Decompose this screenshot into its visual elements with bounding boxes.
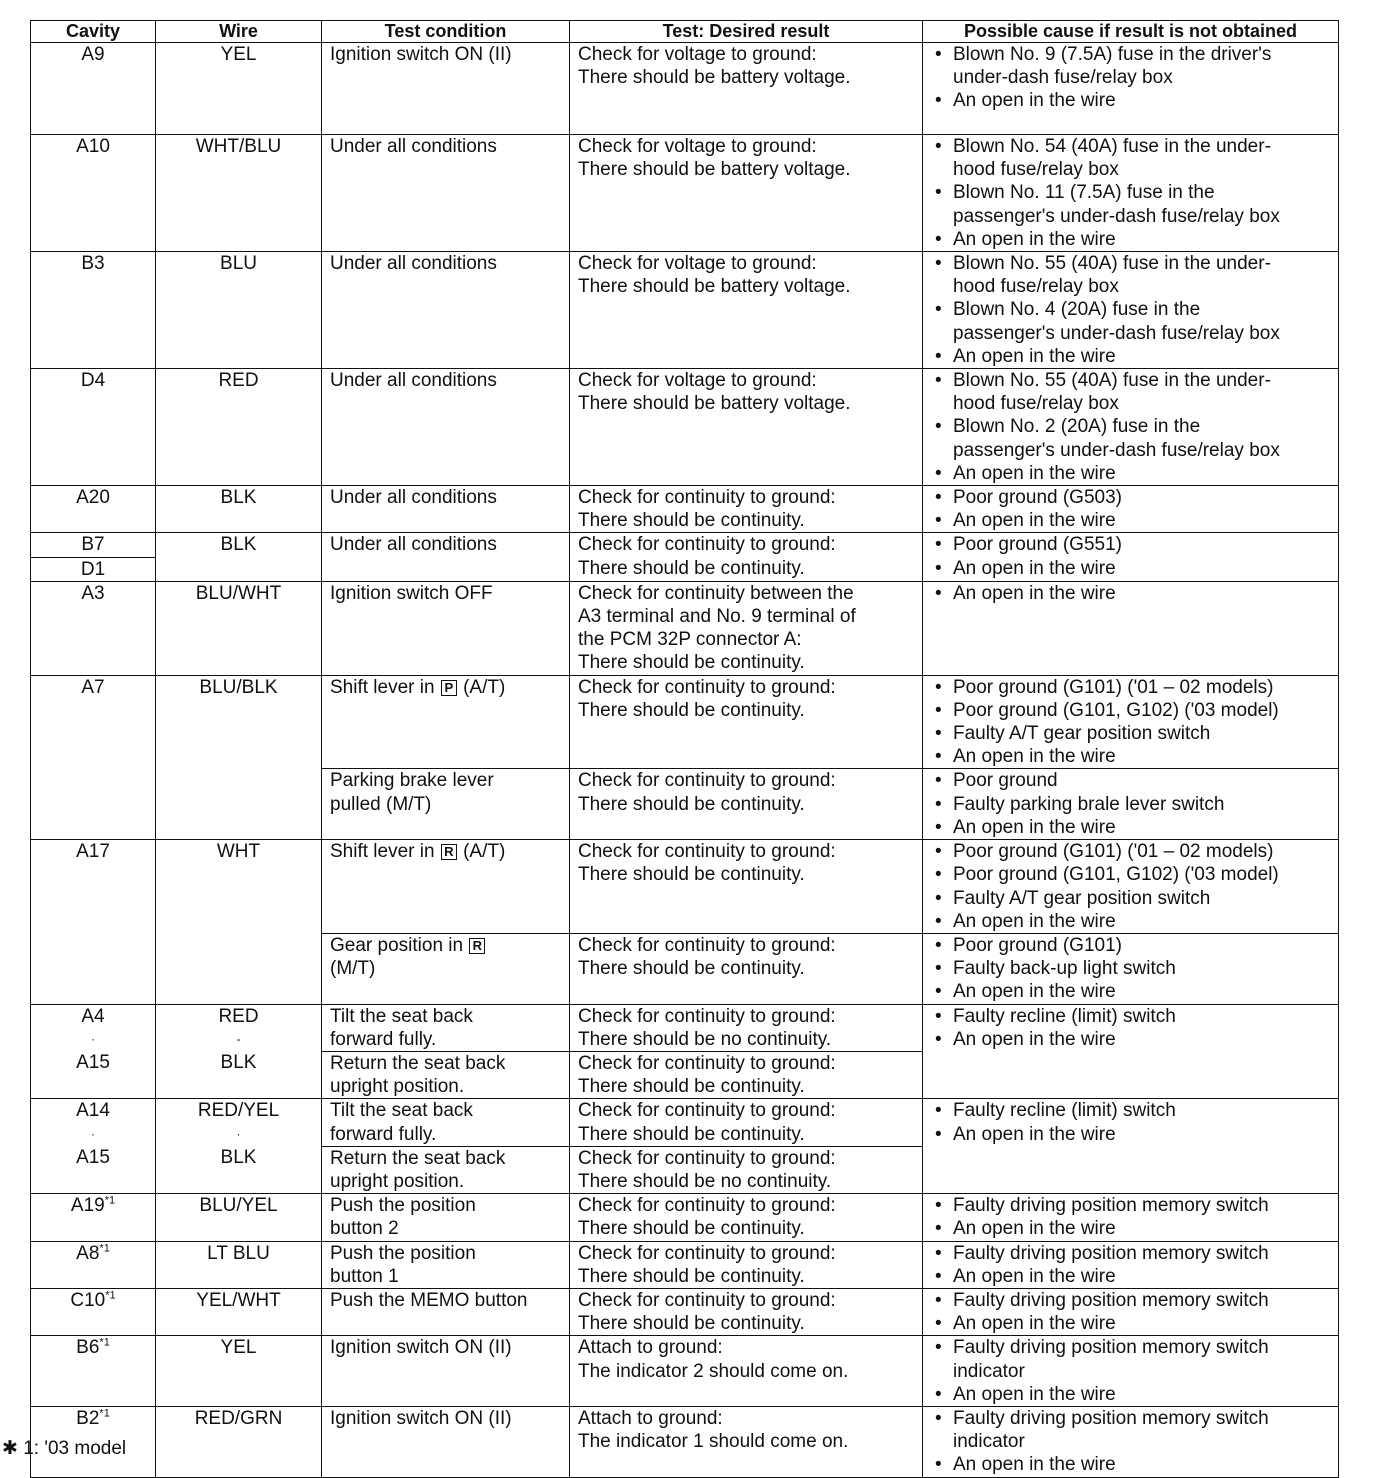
cause-item-cont: hood fuse/relay box [953, 393, 1119, 415]
condition-text [330, 934, 561, 957]
cause-item: • Faulty driving position memory switch [931, 1407, 1330, 1430]
condition-cell [322, 1406, 570, 1477]
cavity-cell [31, 1336, 156, 1407]
cause-item: • An open in the wire [931, 462, 1330, 485]
table-row [31, 1406, 1339, 1477]
wire-color: RED/YEL [197, 1100, 280, 1122]
condition-text: Tilt the seat back [330, 1005, 473, 1027]
cause-item: • Faulty back-up light switch [931, 957, 1330, 980]
condition-text: Ignition switch OFF [330, 582, 493, 604]
cause-item: • Faulty recline (limit) switch [931, 1099, 1330, 1122]
table-row [31, 369, 1339, 486]
condition-text: forward fully. [330, 1123, 437, 1145]
result-cell [570, 1406, 923, 1477]
table-row [31, 135, 1339, 252]
cause-cell [923, 43, 1339, 135]
cause-item: • Blown No. 9 (7.5A) fuse in the driver's [931, 43, 1330, 66]
result-cell [570, 1099, 923, 1146]
cause-item-cont: passenger's under-dash fuse/relay box [953, 205, 1280, 227]
cavity-cell: A17 [31, 840, 156, 1004]
wire-cell [156, 1099, 322, 1194]
condition-cell [322, 533, 570, 581]
header-desired-result: Test: Desired result [570, 21, 923, 43]
cavity-cell: A10 [31, 135, 156, 252]
cavity-cell: A7 [31, 675, 156, 839]
result-cell [570, 533, 923, 581]
table-row [31, 1004, 1339, 1051]
wire-cell: BLK [156, 486, 322, 533]
result-line: the PCM 32P connector A: [578, 629, 802, 651]
cause-cell [923, 135, 1339, 252]
result-line: There should be continuity. [578, 557, 805, 579]
cause-cell [923, 486, 1339, 533]
result-cell [570, 1194, 923, 1241]
cause-cell [923, 1099, 1339, 1194]
condition-text: button 1 [330, 1265, 399, 1287]
cause-cell [923, 252, 1339, 369]
condition-text: Parking brake lever [330, 770, 494, 792]
condition-cell [322, 1051, 570, 1098]
cause-item: • Poor ground (G101) ('01 – 02 models) [931, 840, 1330, 863]
cause-item-cont: under-dash fuse/relay box [953, 67, 1173, 89]
header-wire: Wire [156, 21, 322, 43]
table-row [31, 43, 1339, 135]
cause-item: • Faulty A/T gear position switch [931, 722, 1330, 745]
wire-cell: YEL [156, 1336, 322, 1407]
cavity-cell: A9 [31, 43, 156, 135]
cavity-pin: A15 [76, 1051, 110, 1073]
cause-item: • An open in the wire [931, 745, 1330, 768]
condition-cell [322, 1099, 570, 1146]
cause-item-cont: indicator [953, 1431, 1025, 1453]
cause-cell [923, 933, 1339, 1004]
result-cell [570, 769, 923, 840]
cavity-cell: D4 [31, 369, 156, 486]
cause-cell [923, 1004, 1339, 1099]
cause-item: • Poor ground (G101, G102) ('03 model) [931, 699, 1330, 722]
condition-text-post: (A/T) [463, 676, 506, 698]
result-line: There should be continuity. [578, 1218, 805, 1240]
cause-item: • Blown No. 2 (20A) fuse in the [931, 415, 1330, 438]
condition-text-pre: Shift lever in [330, 676, 435, 698]
wire-color: RED [218, 1005, 259, 1027]
wire-color: BLK [220, 1146, 257, 1168]
result-cell [570, 369, 923, 486]
footnote-ref: *1 [105, 1289, 116, 1302]
condition-text: Push the position [330, 1195, 476, 1217]
condition-text: Under all conditions [330, 370, 497, 392]
cause-item: • An open in the wire [931, 910, 1330, 933]
result-cell [570, 675, 923, 769]
cause-cell [923, 369, 1339, 486]
result-cell [570, 1051, 923, 1098]
result-line: Check for continuity to ground: [578, 1005, 836, 1027]
cavity-pin: A14 [76, 1100, 110, 1122]
gear-p-icon: P [441, 680, 457, 696]
condition-cell [322, 43, 570, 135]
condition-cell [322, 1288, 570, 1335]
result-cell [570, 486, 923, 533]
cause-item: • An open in the wire [931, 509, 1330, 532]
result-line: There should be continuity. [578, 958, 805, 980]
result-line: There should be continuity. [578, 1076, 805, 1098]
wire-cell: BLK [156, 533, 322, 581]
result-line: Check for continuity to ground: [578, 676, 836, 698]
cause-item: • Poor ground (G503) [931, 486, 1330, 509]
result-cell [570, 1288, 923, 1335]
result-line: Check for voltage to ground: [578, 44, 817, 65]
cause-cell [923, 533, 1339, 581]
table-row [31, 1288, 1339, 1335]
gear-r-icon: R [469, 938, 485, 954]
result-line: Check for continuity to ground: [578, 1242, 836, 1264]
result-cell [570, 1241, 923, 1288]
result-line: There should be continuity. [578, 864, 805, 886]
cause-cell [923, 840, 1339, 934]
cause-cell [923, 1288, 1339, 1335]
footnote: ✱ 1: '03 model [2, 1438, 127, 1459]
result-line: There should be continuity. [578, 1123, 805, 1145]
cause-item: • Faulty A/T gear position switch [931, 887, 1330, 910]
result-line: Check for continuity to ground: [578, 934, 836, 956]
result-line: Check for continuity to ground: [578, 1289, 836, 1311]
condition-cell [322, 1241, 570, 1288]
wire-cell: BLU/WHT [156, 581, 322, 675]
wire-cell [156, 1004, 322, 1099]
cause-item: • Blown No. 54 (40A) fuse in the under- [931, 135, 1330, 158]
wire-cell: WHT [156, 840, 322, 1004]
header-cavity: Cavity [31, 21, 156, 43]
cause-item: • Blown No. 11 (7.5A) fuse in the [931, 181, 1330, 204]
condition-cell [322, 1194, 570, 1241]
cause-item: • An open in the wire [931, 582, 1330, 605]
condition-text: Return the seat back [330, 1147, 506, 1169]
result-line: The indicator 1 should come on. [578, 1431, 849, 1453]
cause-item: • Poor ground [931, 769, 1330, 792]
header-row [31, 21, 1339, 43]
footnote-ref: *1 [104, 1194, 116, 1207]
wire-cell: RED/GRN [156, 1406, 322, 1477]
cause-item: • An open in the wire [931, 1265, 1330, 1288]
result-line: There should be continuity. [578, 793, 805, 815]
cause-item-cont: indicator [953, 1360, 1025, 1382]
cause-item-cont: hood fuse/relay box [953, 276, 1119, 298]
cavity-pin: A8 [76, 1242, 100, 1264]
wire-cell: BLU/BLK [156, 675, 322, 839]
header-test-condition: Test condition [322, 21, 570, 43]
result-line: Check for continuity between the [578, 582, 854, 604]
condition-text: (M/T) [330, 958, 376, 980]
cavity-cell: B7 [31, 533, 156, 557]
cause-item: • An open in the wire [931, 816, 1330, 839]
cause-cell [923, 769, 1339, 840]
result-line: There should be no continuity. [578, 1028, 832, 1050]
condition-text: upright position. [330, 1076, 465, 1098]
cause-cell [923, 581, 1339, 675]
condition-text: Push the MEMO button [330, 1289, 528, 1311]
condition-text [330, 840, 561, 863]
condition-text: Ignition switch ON (II) [330, 1337, 512, 1359]
condition-text-post: (A/T) [463, 841, 506, 863]
condition-cell [322, 1146, 570, 1193]
header-possible-cause: Possible cause if result is not obtained [923, 21, 1339, 43]
condition-cell [322, 135, 570, 252]
wire-cell: BLU [156, 252, 322, 369]
condition-cell [322, 769, 570, 840]
cause-item: • An open in the wire [931, 1312, 1330, 1335]
result-cell [570, 1336, 923, 1407]
cause-item: • Faulty driving position memory switch [931, 1194, 1330, 1217]
cause-cell [923, 1194, 1339, 1241]
cavity-cell [31, 1004, 156, 1099]
condition-cell [322, 1004, 570, 1051]
condition-text: Under all conditions [330, 534, 497, 556]
wire-cell: LT BLU [156, 1241, 322, 1288]
cause-item: • Poor ground (G551) [931, 533, 1330, 556]
wire-cell: YEL/WHT [156, 1288, 322, 1335]
result-line: The indicator 2 should come on. [578, 1360, 849, 1382]
cavity-pin: A15 [76, 1146, 110, 1168]
cause-item: • Faulty driving position memory switch [931, 1289, 1330, 1312]
condition-text: upright position. [330, 1170, 465, 1192]
condition-cell [322, 1336, 570, 1407]
cause-item: • An open in the wire [931, 1453, 1330, 1476]
footnote-ref: *1 [99, 1337, 110, 1350]
cause-item: • An open in the wire [931, 557, 1330, 580]
cause-item: • An open in the wire [931, 1217, 1330, 1240]
result-cell [570, 933, 923, 1004]
cause-item: • Faulty driving position memory switch [931, 1242, 1330, 1265]
table-row [31, 675, 1339, 769]
pair-dot: · [236, 1126, 241, 1141]
condition-text: forward fully. [330, 1028, 437, 1050]
result-line: Check for continuity to ground: [578, 1052, 836, 1074]
cause-item-cont: passenger's under-dash fuse/relay box [953, 322, 1280, 344]
result-line: Check for continuity to ground: [578, 770, 836, 792]
cause-item: • Faulty recline (limit) switch [931, 1005, 1330, 1028]
result-line: Check for voltage to ground: [578, 370, 817, 392]
table-row [31, 840, 1339, 934]
cavity-cell: B3 [31, 252, 156, 369]
result-line: There should be no continuity. [578, 1170, 832, 1192]
cavity-cell [31, 1194, 156, 1241]
result-line: Check for continuity to ground: [578, 1100, 836, 1122]
result-cell [570, 840, 923, 934]
result-line: Check for continuity to ground: [578, 841, 836, 863]
condition-cell [322, 840, 570, 934]
table-row [31, 1099, 1339, 1146]
cause-cell [923, 675, 1339, 769]
result-line: Check for continuity to ground: [578, 1147, 836, 1169]
result-line: Check for voltage to ground: [578, 136, 817, 157]
cause-item: • Blown No. 55 (40A) fuse in the under- [931, 252, 1330, 275]
condition-text: button 2 [330, 1218, 399, 1240]
table-row [31, 1336, 1339, 1407]
cavity-pin: A4 [81, 1005, 105, 1027]
result-line: Attach to ground: [578, 1407, 723, 1429]
pair-dot: · [91, 1031, 95, 1046]
condition-text: Ignition switch ON (II) [330, 1407, 512, 1429]
footnote-ref: *1 [99, 1407, 110, 1420]
table-row [31, 581, 1339, 675]
cause-cell [923, 1336, 1339, 1407]
table-row [31, 1194, 1339, 1241]
condition-text [330, 676, 561, 699]
condition-text: Under all conditions [330, 253, 497, 275]
result-line: There should be continuity. [578, 652, 805, 674]
result-line: There should be continuity. [578, 1313, 805, 1335]
footnote-ref: *1 [99, 1242, 110, 1255]
cause-item: • An open in the wire [931, 1028, 1330, 1051]
condition-text: Under all conditions [330, 487, 497, 509]
result-line: There should be battery voltage. [578, 393, 851, 415]
condition-text-pre: Gear position in [330, 934, 464, 956]
cause-item: • An open in the wire [931, 980, 1330, 1003]
result-line: There should be continuity. [578, 1265, 805, 1287]
cause-cell [923, 1406, 1339, 1477]
result-cell [570, 252, 923, 369]
wire-harness-test-table [30, 20, 1339, 1478]
cavity-cell: A3 [31, 581, 156, 675]
cause-item: • Poor ground (G101) ('01 – 02 models) [931, 676, 1330, 699]
table-row [31, 1241, 1339, 1288]
table-row [31, 533, 1339, 557]
result-line: Check for continuity to ground: [578, 487, 836, 509]
cause-item: • An open in the wire [931, 89, 1330, 112]
condition-cell [322, 369, 570, 486]
cause-item: • Poor ground (G101, G102) ('03 model) [931, 863, 1330, 886]
wire-cell: WHT/BLU [156, 135, 322, 252]
condition-cell [322, 486, 570, 533]
cavity-cell [31, 1099, 156, 1194]
condition-text: pulled (M/T) [330, 793, 432, 815]
result-cell [570, 1146, 923, 1193]
table-row [31, 252, 1339, 369]
cavity-pin: A19 [70, 1195, 105, 1217]
cause-item: • Faulty driving position memory switch [931, 1336, 1330, 1359]
wire-cell: BLU/YEL [156, 1194, 322, 1241]
result-line: Check for continuity to ground: [578, 534, 836, 556]
condition-text: Push the position [330, 1242, 476, 1264]
cavity-pin: B6 [76, 1337, 100, 1359]
result-line: Attach to ground: [578, 1337, 723, 1359]
result-line: There should be battery voltage. [578, 67, 851, 89]
result-line: A3 terminal and No. 9 terminal of [578, 606, 856, 628]
result-line: Check for continuity to ground: [578, 1195, 836, 1217]
cause-item: • Blown No. 4 (20A) fuse in the [931, 298, 1330, 321]
cause-item: • An open in the wire [931, 1383, 1330, 1406]
result-line: There should be battery voltage. [578, 159, 851, 181]
result-line: There should be battery voltage. [578, 276, 851, 298]
result-cell [570, 43, 923, 135]
condition-cell [322, 675, 570, 769]
cavity-pin: B2 [76, 1407, 100, 1429]
result-line: There should be continuity. [578, 510, 805, 532]
cause-item: • Poor ground (G101) [931, 934, 1330, 957]
pair-dash: - [236, 1031, 241, 1046]
wire-cell: RED [156, 369, 322, 486]
cause-item: • An open in the wire [931, 345, 1330, 368]
cause-item: • Faulty parking brale lever switch [931, 793, 1330, 816]
condition-cell [322, 252, 570, 369]
condition-text-pre: Shift lever in [330, 841, 435, 863]
cause-item-cont: hood fuse/relay box [953, 159, 1119, 181]
condition-text: Return the seat back [330, 1052, 506, 1074]
pair-dot: · [91, 1126, 95, 1141]
table-row [31, 486, 1339, 533]
cavity-pin: C10 [70, 1289, 106, 1311]
cause-item: • Blown No. 55 (40A) fuse in the under- [931, 369, 1330, 392]
condition-text: Under all conditions [330, 136, 497, 157]
result-cell [570, 135, 923, 252]
cause-item-cont: passenger's under-dash fuse/relay box [953, 439, 1280, 461]
condition-text: Ignition switch ON (II) [330, 44, 512, 65]
wire-cell: YEL [156, 43, 322, 135]
wire-color: BLK [220, 1051, 257, 1073]
condition-cell [322, 933, 570, 1004]
condition-text: Tilt the seat back [330, 1100, 473, 1122]
cause-item: • An open in the wire [931, 1123, 1330, 1146]
cavity-cell [31, 1241, 156, 1288]
gear-r-icon: R [441, 844, 457, 860]
result-cell [570, 581, 923, 675]
result-line: There should be continuity. [578, 699, 805, 721]
result-cell [570, 1004, 923, 1051]
condition-cell [322, 581, 570, 675]
cause-item: • An open in the wire [931, 228, 1330, 251]
result-line: Check for voltage to ground: [578, 253, 817, 275]
cause-cell [923, 1241, 1339, 1288]
cavity-cell: A20 [31, 486, 156, 533]
cavity-cell [31, 1288, 156, 1335]
cavity-cell: D1 [31, 557, 156, 581]
